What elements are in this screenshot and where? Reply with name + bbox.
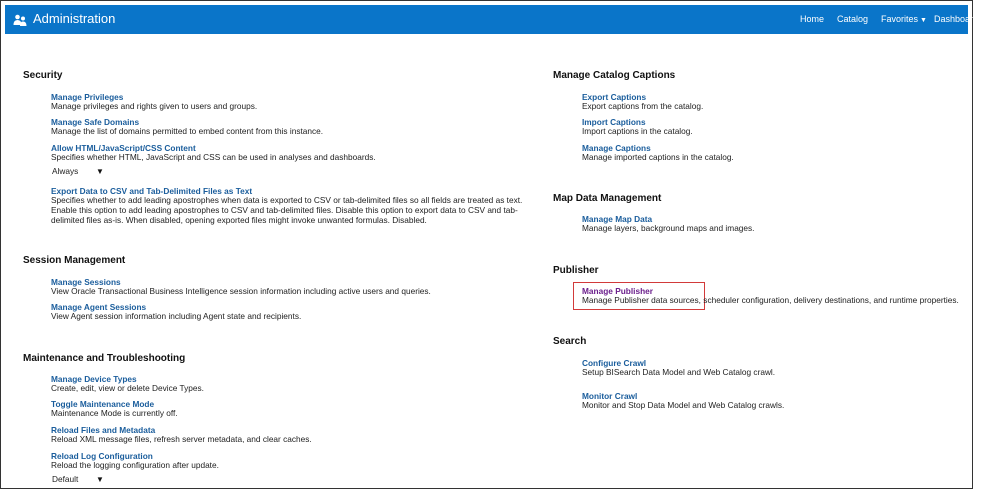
configure-crawl-link[interactable]: Configure Crawl <box>582 358 647 368</box>
allow-html-content-value: Always <box>52 166 79 176</box>
section-search-title: Search <box>553 336 587 347</box>
manage-map-data-link[interactable]: Manage Map Data <box>582 214 653 224</box>
header-bar <box>5 5 983 34</box>
manage-captions-link[interactable]: Manage Captions <box>582 143 651 153</box>
toggle-maintenance-mode-link[interactable]: Toggle Maintenance Mode <box>51 399 155 409</box>
nav-dashboards-menu[interactable]: Dashboards <box>934 14 983 24</box>
manage-map-data-desc: Manage layers, background maps and images. <box>582 223 755 233</box>
reload-files-metadata-link[interactable]: Reload Files and Metadata <box>51 425 156 435</box>
reload-log-config-desc: Reload the logging configuration after update. <box>51 460 219 470</box>
chevron-down-icon: ▼ <box>920 17 927 24</box>
monitor-crawl-desc: Monitor and Stop Data Model and Web Catalog crawls. <box>582 400 785 410</box>
export-csv-text-desc: Specifies whether to add leading apostrophes when data is exported to CSV or tab-delimited files so all fields are treated as text. Enable this option to add leading apostrophes to CSV and tab-delimited files. Disable this option to export data to CSV and tab-delimited files as-is. When disabled, opening exported files might invoke unwanted formulas. Disabled. <box>51 195 523 225</box>
dropdown-arrow-icon: ▼ <box>96 167 104 176</box>
allow-html-content-desc: Specifies whether HTML, JavaScript and CSS can be used in analyses and dashboards. <box>51 152 376 162</box>
section-security-title: Security <box>23 70 63 81</box>
manage-safe-domains-link[interactable]: Manage Safe Domains <box>51 117 140 127</box>
section-session-title: Session Management <box>23 255 126 266</box>
manage-agent-sessions-desc: View Agent session information including Agent state and recipients. <box>51 311 302 321</box>
section-captions-title: Manage Catalog Captions <box>553 70 676 81</box>
section-map-title: Map Data Management <box>553 193 662 204</box>
import-captions-link[interactable]: Import Captions <box>582 117 646 127</box>
manage-sessions-desc: View Oracle Transactional Business Intelligence session information including active users and queries. <box>51 286 431 296</box>
administration-icon <box>13 13 27 27</box>
toggle-maintenance-mode-desc: Maintenance Mode is currently off. <box>51 408 178 418</box>
manage-privileges-link[interactable]: Manage Privileges <box>51 92 124 102</box>
manage-agent-sessions-link[interactable]: Manage Agent Sessions <box>51 302 147 312</box>
export-captions-desc: Export captions from the catalog. <box>582 101 704 111</box>
manage-device-types-link[interactable]: Manage Device Types <box>51 374 137 384</box>
nav-favorites-label: Favorites <box>881 14 919 24</box>
reload-files-metadata-desc: Reload XML message files, refresh server metadata, and clear caches. <box>51 434 312 444</box>
nav-favorites-menu[interactable] <box>881 14 927 24</box>
section-maintenance-title: Maintenance and Troubleshooting <box>23 353 186 364</box>
export-captions-link[interactable]: Export Captions <box>582 92 647 102</box>
nav-home-link[interactable]: Home <box>800 14 825 24</box>
allow-html-content-link[interactable]: Allow HTML/JavaScript/CSS Content <box>51 143 196 153</box>
log-level-select[interactable] <box>52 474 108 486</box>
manage-publisher-link[interactable]: Manage Publisher <box>582 286 654 296</box>
section-publisher-title: Publisher <box>553 265 599 276</box>
manage-device-types-desc: Create, edit, view or delete Device Types. <box>51 383 204 393</box>
log-level-value: Default <box>52 474 79 484</box>
import-captions-desc: Import captions in the catalog. <box>582 126 693 136</box>
nav-catalog-link[interactable]: Catalog <box>837 14 869 24</box>
reload-log-config-link[interactable]: Reload Log Configuration <box>51 451 153 461</box>
manage-privileges-desc: Manage privileges and rights given to users and groups. <box>51 101 258 111</box>
allow-html-content-select[interactable] <box>52 166 108 178</box>
dropdown-arrow-icon: ▼ <box>96 475 104 484</box>
manage-safe-domains-desc: Manage the list of domains permitted to embed content from this instance. <box>51 126 324 136</box>
export-csv-text-link[interactable]: Export Data to CSV and Tab-Delimited Files as Text <box>51 186 253 196</box>
configure-crawl-desc: Setup BISearch Data Model and Web Catalog crawl. <box>582 367 776 377</box>
page-title: Administration <box>33 11 116 26</box>
manage-captions-desc: Manage imported captions in the catalog. <box>582 152 734 162</box>
manage-publisher-desc: Manage Publisher data sources, scheduler configuration, delivery destinations, and runtime properties. <box>582 295 959 305</box>
manage-sessions-link[interactable]: Manage Sessions <box>51 277 121 287</box>
monitor-crawl-link[interactable]: Monitor Crawl <box>582 391 638 401</box>
